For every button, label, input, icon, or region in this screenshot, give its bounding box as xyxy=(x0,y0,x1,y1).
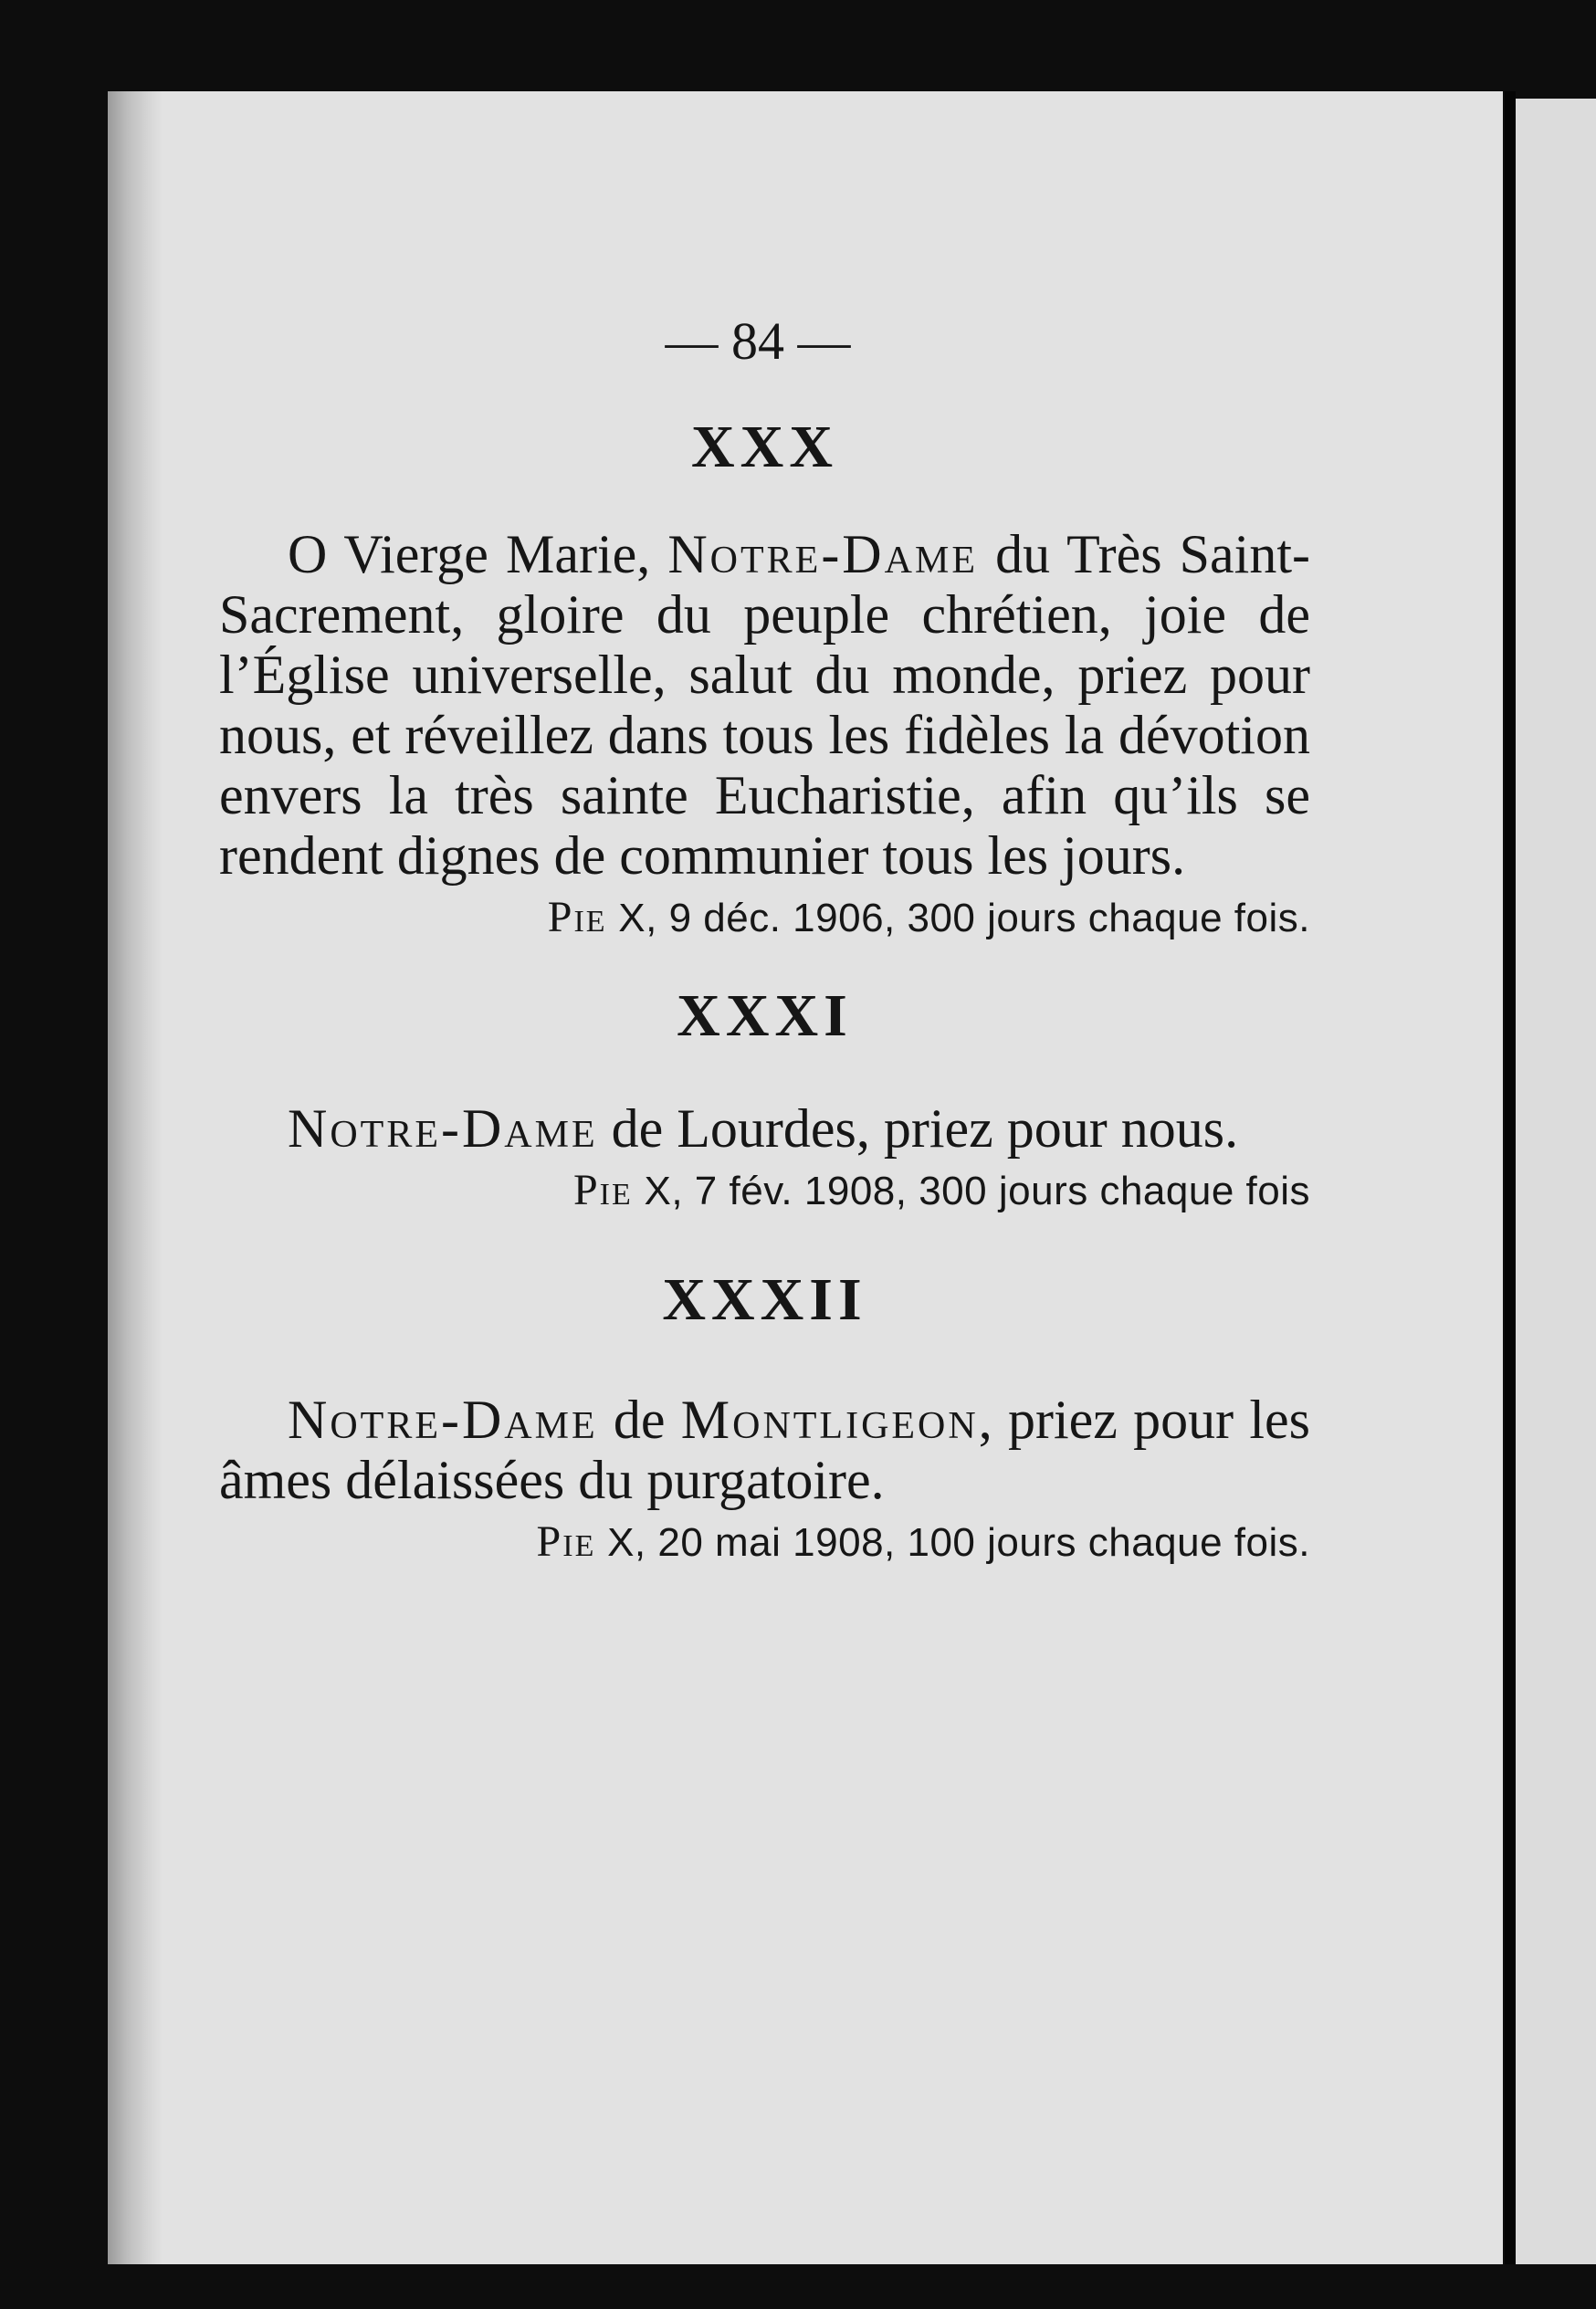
citation-pope: Pie xyxy=(536,1517,596,1566)
section-title-xxx: XXX xyxy=(691,414,838,480)
citation-text: X, 9 déc. 1906, 300 jours chaque fois. xyxy=(606,896,1310,940)
prayer-body: de Lourdes, priez pour nous. xyxy=(597,1098,1239,1159)
indulgence-citation-xxx xyxy=(219,893,1310,943)
prayer-text-xxxii xyxy=(219,1390,1310,1510)
section-title-xxxii: XXXII xyxy=(662,1266,867,1333)
page-binding-edge xyxy=(108,91,163,2264)
citation-text: X, 7 fév. 1908, 300 jours chaque fois xyxy=(632,1169,1310,1213)
indulgence-citation-xxxii xyxy=(219,1517,1310,1568)
page-gutter xyxy=(1505,91,1516,2264)
page-number: — 84 — xyxy=(665,311,851,371)
prayer-smallcaps: Notre-Dame xyxy=(288,1098,598,1159)
prayer-text-xxxi xyxy=(219,1098,1310,1159)
indulgence-citation-xxxi xyxy=(219,1166,1310,1216)
prayer-smallcaps: Notre-Dame xyxy=(667,524,978,584)
prayer-body: , priez pour les âmes délaissées du purgatoire. xyxy=(219,1390,1310,1510)
prayer-body: du Très Saint-Sacrement, gloire du peuple chrétien, joie de l’Église universelle, salut du monde, priez pour nous, et réveillez dans tous les fidèles la dévotion envers la très sainte Eucharistie, afin qu’ils se rendent dignes de communier tous les jours. xyxy=(219,524,1310,886)
prayer-lead: O Vierge Marie, xyxy=(288,524,668,584)
adjacent-page-edge xyxy=(1516,99,1596,2264)
prayer-text-xxx xyxy=(219,524,1310,886)
citation-pope: Pie xyxy=(547,893,607,941)
prayer-smallcaps-place: Montligeon xyxy=(680,1390,979,1450)
prayer-middle: de xyxy=(597,1390,681,1450)
page-content xyxy=(219,309,1310,1568)
citation-pope: Pie xyxy=(572,1166,633,1214)
prayer-smallcaps: Notre-Dame xyxy=(288,1390,598,1450)
citation-text: X, 20 mai 1908, 100 jours chaque fois. xyxy=(595,1520,1310,1565)
section-title-xxxi: XXXI xyxy=(677,982,853,1049)
